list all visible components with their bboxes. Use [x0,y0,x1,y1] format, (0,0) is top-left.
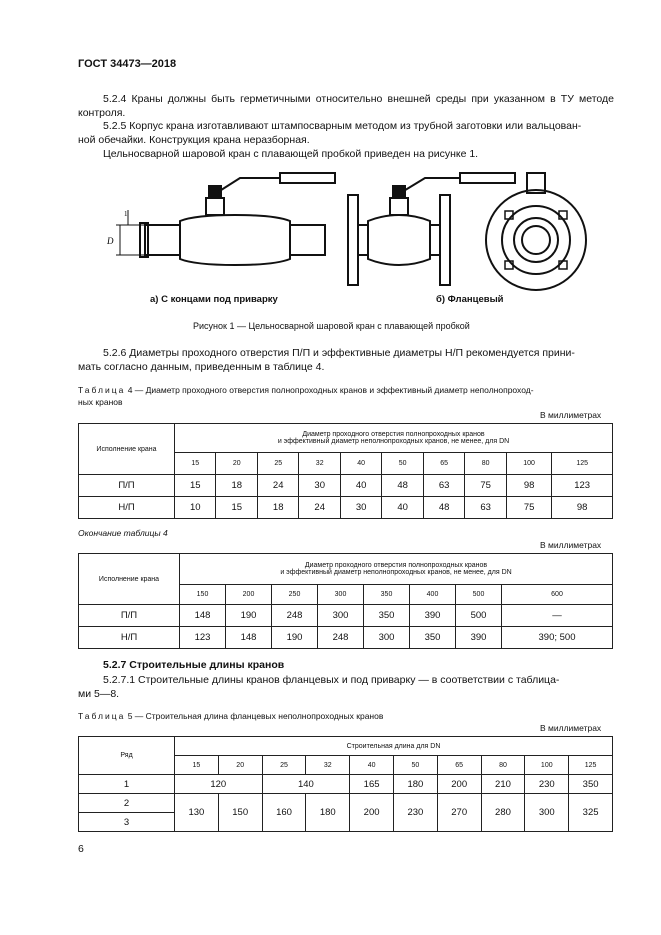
table5-row-name: 3 [79,813,175,832]
table4-dn: 80 [465,453,506,475]
table4-end-cell: — [502,605,613,627]
document-header: ГОСТ 34473—2018 [78,58,177,70]
table4-end-span-head [180,554,613,585]
table4-cell: 18 [216,475,257,497]
table4-units: В миллиметрах [540,410,602,420]
table5-cell: 150 [218,794,262,832]
figure-caption: Рисунок 1 — Цельносварной шаровой кран с плавающей пробкой [193,321,470,331]
table4-span-head-line2: и эффективный диаметр неполнопроходных кранов, не менее, для DN [277,438,510,445]
table4-cell: 63 [423,475,464,497]
table4-cell: 15 [175,475,216,497]
table4-end-dn: 200 [226,585,272,605]
table4-end-row-name: Н/П [79,627,180,649]
table4-cell: 15 [216,497,257,519]
table4-end-span-head-line2: и эффективный диаметр неполнопроходных кранов, не менее, для DN [280,569,512,576]
table4-cell: 40 [340,475,381,497]
flange-front-view-drawing [486,173,586,290]
table4-row-name: П/П [79,475,175,497]
paragraph-5-2-5-cont: ной обечайки. Конструкция крана неразборная. [78,134,310,146]
table4-cell: 24 [299,497,340,519]
table4-end-dn: 350 [364,585,410,605]
paragraph-5-2-7-1: 5.2.7.1 Строительные длины кранов фланцевых и под приварку — в соответствии с таблица- [103,674,560,686]
table5-dn: 125 [569,756,613,775]
table4-end-row-np [79,627,613,649]
table5-dn: 25 [262,756,306,775]
table4-end-cell: 390 [456,627,502,649]
figure-label-b: б) Фланцевый [436,294,504,305]
table4-cell: 48 [382,475,423,497]
table-5 [78,736,613,832]
table4-span-head [175,424,613,453]
table5-cell: 180 [393,775,437,794]
table5-dn: 15 [175,756,219,775]
table4-end-dn: 300 [318,585,364,605]
table4-end-cell: 390; 500 [502,627,613,649]
table4-span-head-line1: Диаметр проходного отверстия полнопроходных кранов [302,431,485,438]
table5-title-word: Таблица [78,711,126,721]
dimension-label-1: 1 [124,210,128,218]
table5-dn: 65 [437,756,481,775]
table4-title-rest: 4 — Диаметр проходного отверстия полнопроходных кранов и эффективный диаметр неполнопроход- [127,385,534,395]
table4-dn: 25 [257,453,298,475]
table5-dn: 100 [525,756,569,775]
table4-end-span-head-line1: Диаметр проходного отверстия полнопроходных кранов [304,562,488,569]
table4-cell: 10 [175,497,216,519]
table5-dn: 50 [393,756,437,775]
table4-row-name: Н/П [79,497,175,519]
paragraph-5-2-7-1-cont: ми 5—8. [78,688,120,700]
table4-row-np [79,497,613,519]
table5-cell: 280 [481,794,525,832]
figure-intro: Цельносварной шаровой кран с плавающей пробкой приведен на рисунке 1. [103,148,479,160]
table5-col-head: Ряд [79,737,175,775]
table5-cell: 165 [350,775,394,794]
table4-end-col-head: Исполнение крана [79,554,180,605]
table4-end-row-name: П/П [79,605,180,627]
table4-end-cell: 148 [226,627,272,649]
ball-valve-figure [100,168,600,303]
table4-end-cell: 390 [410,605,456,627]
paragraph-5-2-6: 5.2.6 Диаметры проходного отверстия П/П и эффективные диаметры Н/П рекомендуется прини- [103,347,575,359]
table5-cell: 180 [306,794,350,832]
table4-end-cell: 248 [272,605,318,627]
table4-title-word: Таблица [78,385,126,395]
table4-cell: 40 [382,497,423,519]
table5-cell: 230 [525,775,569,794]
weld-end-valve-drawing [116,173,335,265]
table5-title-rest: 5 — Строительная длина фланцевых неполнопроходных кранов [127,711,384,721]
table5-dn: 40 [350,756,394,775]
paragraph-5-2-5: 5.2.5 Корпус крана изготавливают штампосварным методом из трубной заготовки или вальцован- [103,120,582,132]
table5-title [78,711,383,721]
table4-end-cell: 123 [180,627,226,649]
table4-dn: 15 [175,453,216,475]
table-4 [78,423,613,519]
table4-dn: 65 [423,453,464,475]
table4-end-dn: 600 [502,585,613,605]
table5-cell: 130 [175,794,219,832]
table4-title [78,385,534,395]
table5-cell: 270 [437,794,481,832]
table4-end-dn: 250 [272,585,318,605]
table4-cell: 98 [552,497,613,519]
table5-row-1 [79,775,613,794]
table5-cell: 160 [262,794,306,832]
table4-end-title: Окончание таблицы 4 [78,528,168,538]
table5-cell: 210 [481,775,525,794]
table4-end-cell: 248 [318,627,364,649]
section-5-2-7-heading: 5.2.7 Строительные длины кранов [103,659,285,671]
table5-cell: 120 [175,775,263,794]
table5-span-head: Строительная длина для DN [175,737,613,756]
table4-end-cell: 300 [364,627,410,649]
table5-dn: 80 [481,756,525,775]
table4-cell: 123 [552,475,613,497]
table4-end-dn: 150 [180,585,226,605]
table5-cell: 350 [569,775,613,794]
table4-cell: 98 [506,475,551,497]
table4-cell: 18 [257,497,298,519]
paragraph-5-2-4: 5.2.4 Краны должны быть герметичными относительно внешней среды при указанном в ТУ методе контроля. [78,93,614,119]
table5-cell: 325 [569,794,613,832]
table4-dn: 50 [382,453,423,475]
paragraph-5-2-6-cont: мать согласно данным, приведенным в таблице 4. [78,361,325,373]
flanged-valve-drawing [348,173,515,285]
table4-dn: 125 [552,453,613,475]
table4-dn: 20 [216,453,257,475]
figure-label-a: а) С концами под приварку [150,294,278,305]
table4-end-units: В миллиметрах [540,540,602,550]
table4-end-cell: 350 [410,627,456,649]
table4-title-cont: ных кранов [78,397,123,407]
table4-end-cell: 500 [456,605,502,627]
dimension-label-d: D [107,236,114,246]
table5-dn: 20 [218,756,262,775]
table4-end-cell: 190 [226,605,272,627]
table5-cell: 300 [525,794,569,832]
table4-end-dn: 400 [410,585,456,605]
table5-cell: 200 [437,775,481,794]
table4-end-dn: 500 [456,585,502,605]
table4-cell: 75 [465,475,506,497]
table4-cell: 63 [465,497,506,519]
table4-cell: 30 [299,475,340,497]
table4-dn: 40 [340,453,381,475]
table5-row-name: 1 [79,775,175,794]
table-4-end [78,553,613,649]
table4-cell: 48 [423,497,464,519]
table5-row-2 [79,794,613,813]
table5-dn: 32 [306,756,350,775]
table5-row-name: 2 [79,794,175,813]
table5-cell: 200 [350,794,394,832]
table5-cell: 230 [393,794,437,832]
table4-row-pp [79,475,613,497]
table4-end-cell: 190 [272,627,318,649]
table4-cell: 75 [506,497,551,519]
table4-end-cell: 350 [364,605,410,627]
table5-units: В миллиметрах [540,723,602,733]
table4-cell: 30 [340,497,381,519]
table4-end-cell: 148 [180,605,226,627]
table4-end-row-pp [79,605,613,627]
table4-col-head: Исполнение крана [79,424,175,475]
table4-dn: 100 [506,453,551,475]
table4-cell: 24 [257,475,298,497]
table4-end-cell: 300 [318,605,364,627]
table5-cell: 140 [262,775,350,794]
page-number: 6 [78,843,84,855]
table4-dn: 32 [299,453,340,475]
